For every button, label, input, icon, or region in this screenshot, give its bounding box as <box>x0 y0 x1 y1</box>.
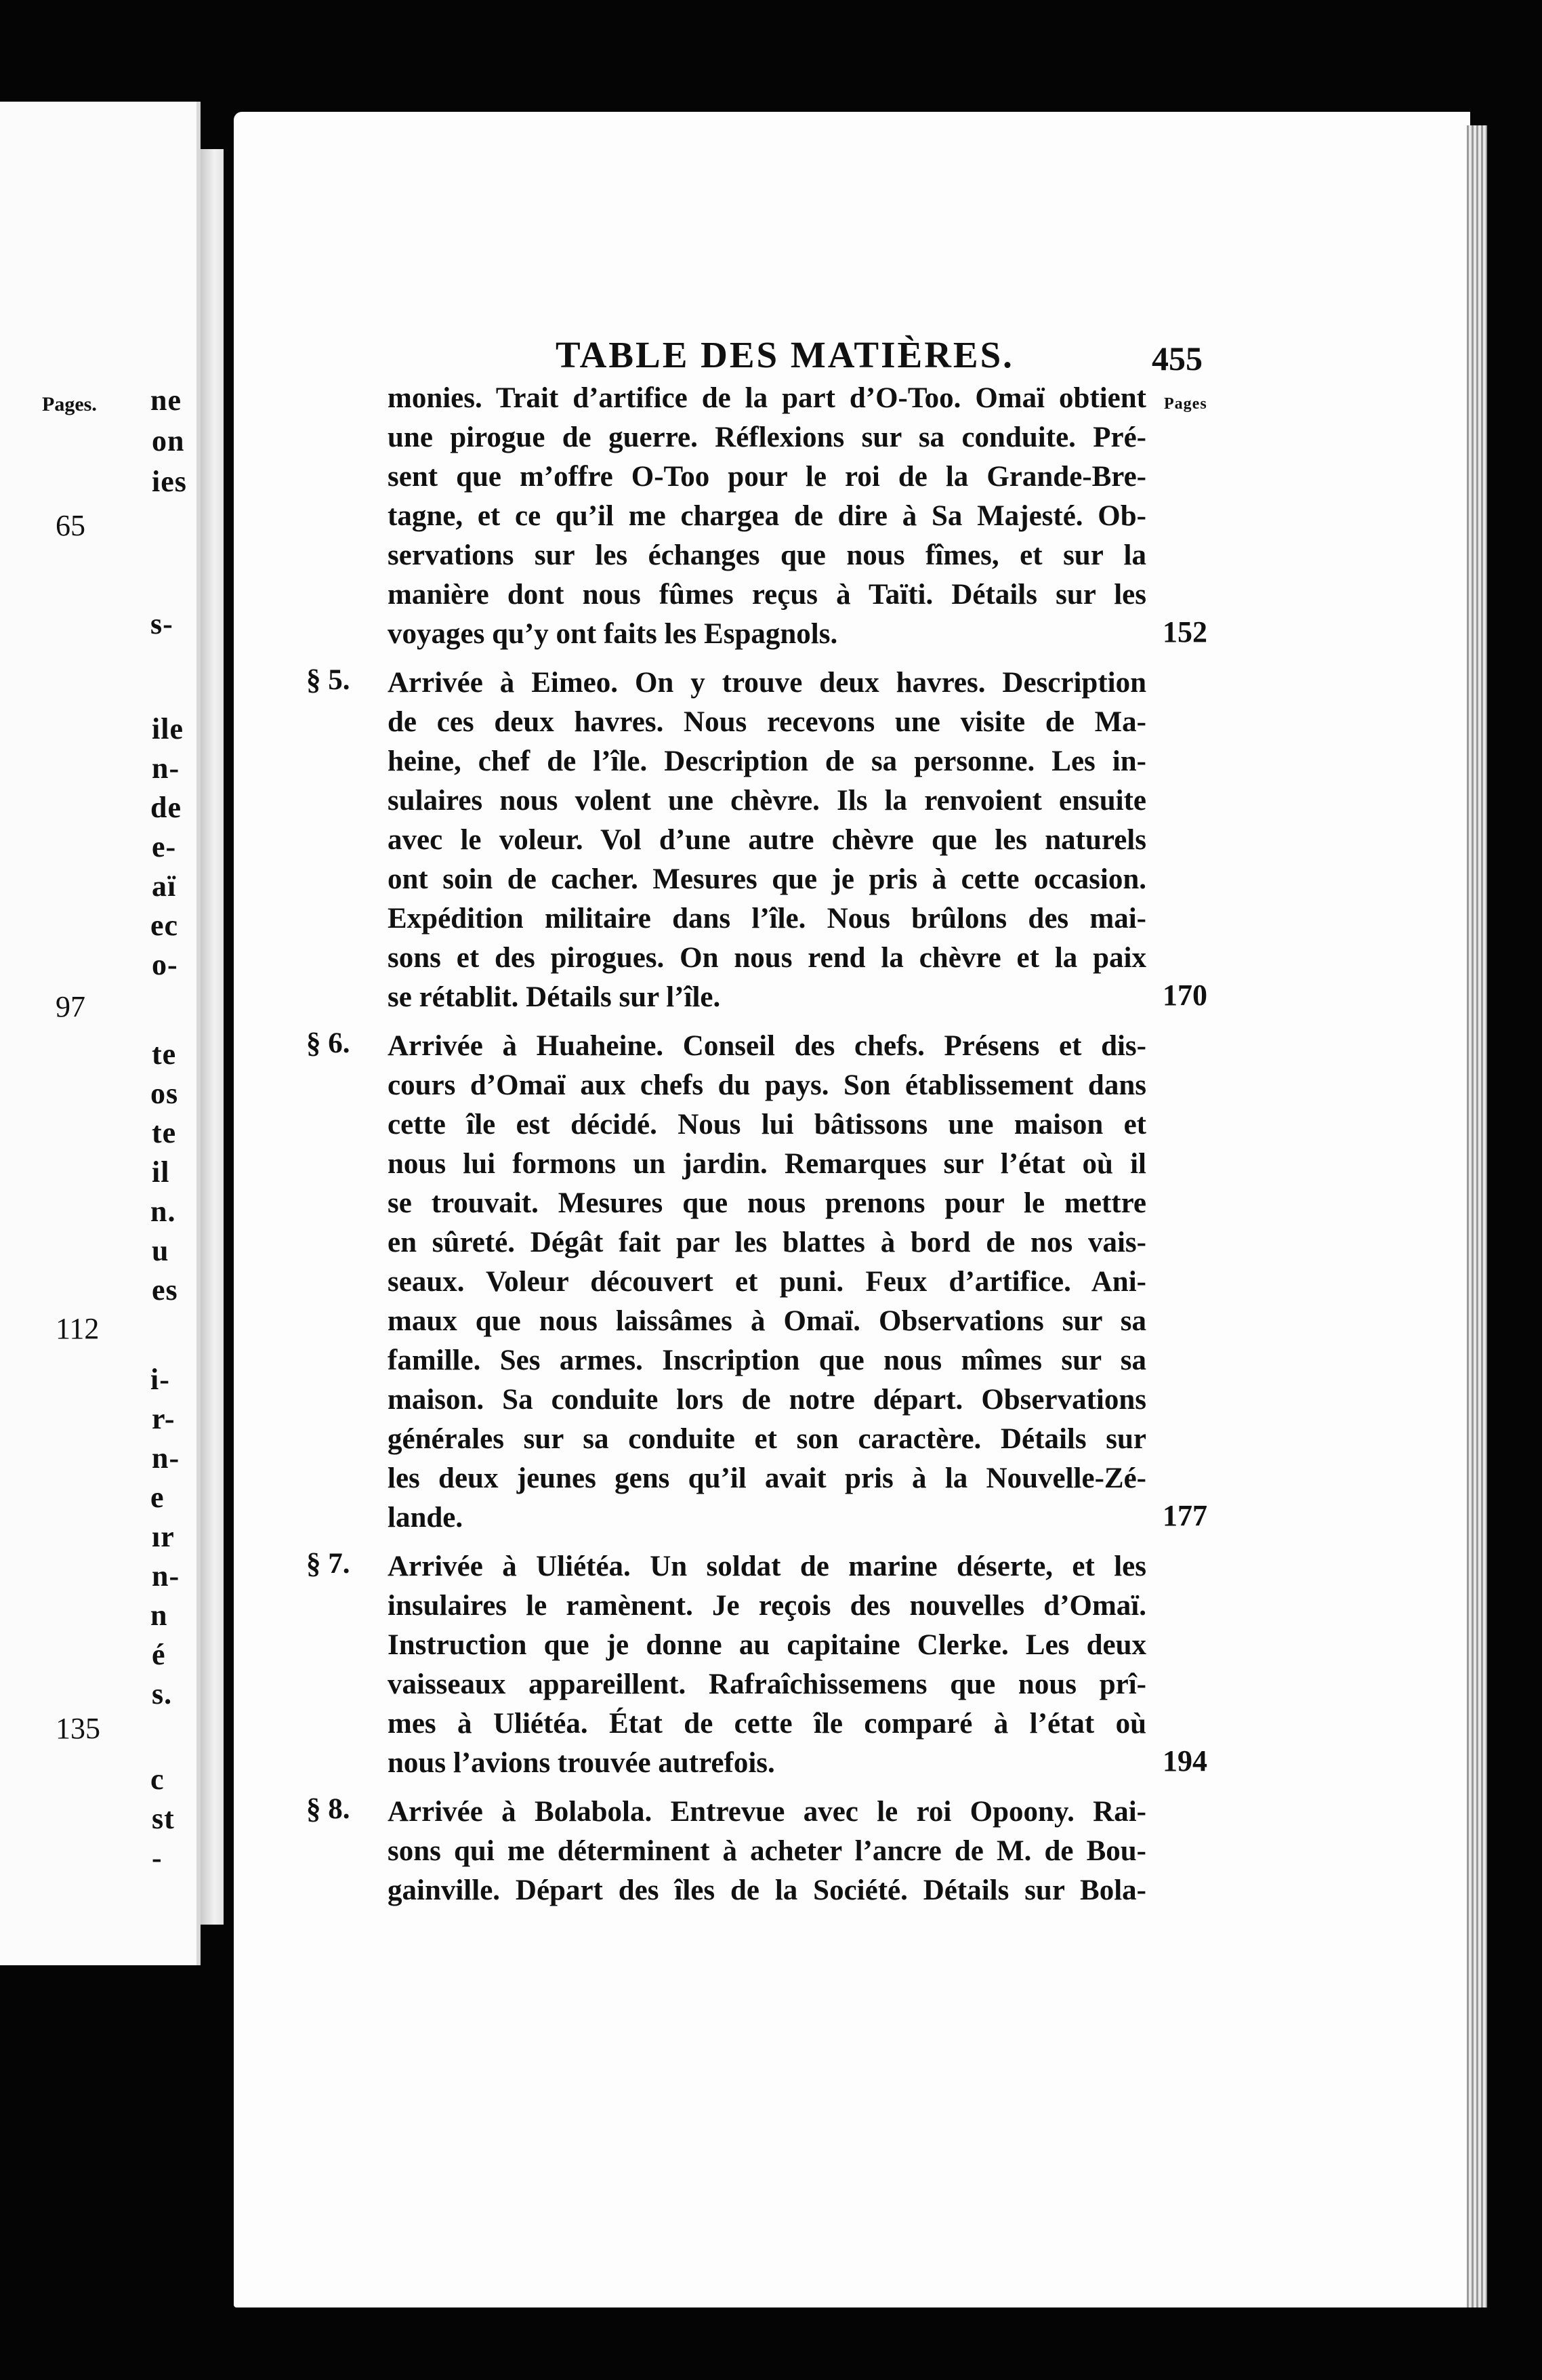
section-number: § 8. <box>306 1793 350 1825</box>
left-page-fragment: ne <box>150 384 182 417</box>
entry-line: famille. Ses armes. Inscription que nous mîmes sur sa <box>388 1345 1146 1376</box>
entry-line: avec le voleur. Vol d’une autre chèvre que les naturels <box>388 824 1146 856</box>
entry-line: monies. Trait d’artifice de la part d’O-Too. Omaï obtient <box>388 382 1146 414</box>
left-page-fragment: st <box>152 1802 175 1835</box>
entry-line: manière dont nous fûmes reçus à Taïti. Détails sur les <box>388 579 1146 611</box>
entry-line: Arrivée à Huaheine. Conseil des chefs. Présens et dis- <box>388 1030 1146 1062</box>
entry-line: Arrivée à Eimeo. On y trouve deux havres. Description <box>388 667 1146 699</box>
left-page-fragment: n <box>150 1599 168 1632</box>
left-page-fragment: c <box>150 1763 165 1796</box>
left-page-fragment: aï <box>152 869 177 903</box>
left-page-fragment: s- <box>150 607 173 640</box>
entry-line: voyages qu’y ont faits les Espagnols. <box>388 618 838 650</box>
left-page-fragment: n- <box>152 752 180 785</box>
entry-line: générales sur sa conduite et son caractère. Détails sur <box>388 1423 1146 1455</box>
left-pages-label: Pages. <box>42 393 97 415</box>
entry-line: sons et des pirogues. On nous rend la chèvre et la paix <box>388 942 1146 974</box>
section-number: § 6. <box>306 1027 350 1059</box>
left-page-fragment: de <box>150 791 182 824</box>
left-page-fragment: é <box>152 1638 166 1671</box>
left-page-fragment: on <box>152 424 185 457</box>
left-page-fragment: os <box>150 1077 179 1110</box>
left-page-fragment: ır <box>152 1520 175 1553</box>
entry-line: maux que nous laissâmes à Omaï. Observations sur sa <box>388 1305 1146 1337</box>
page-number: 455 <box>1152 340 1203 377</box>
entry-line: se rétablit. Détails sur l’île. <box>388 981 721 1013</box>
left-page-fragment: ile <box>152 712 184 745</box>
section-number: § 7. <box>306 1548 350 1580</box>
entry-line: Instruction que je donne au capitaine Clerke. Les deux <box>388 1629 1146 1661</box>
left-page-fragment: - <box>152 1841 163 1874</box>
entry-line: heine, chef de l’île. Description de sa personne. Les in- <box>388 745 1146 777</box>
entry-line: une pirogue de guerre. Réflexions sur sa conduite. Pré- <box>388 422 1146 453</box>
left-page-fragment: s. <box>152 1677 173 1710</box>
entry-line: tagne, et ce qu’il me chargea de dire à Sa Majesté. Ob- <box>388 500 1146 532</box>
left-page-fragment: es <box>152 1273 178 1307</box>
entry-line: cette île est décidé. Nous lui bâtissons une maison et <box>388 1109 1146 1141</box>
entry-line: seaux. Voleur découvert et puni. Feux d’artifice. Ani- <box>388 1266 1146 1298</box>
left-page-number: 112 <box>56 1312 100 1345</box>
left-page-fragment: e <box>150 1481 165 1514</box>
entry-line: servations sur les échanges que nous fîmes, et sur la <box>388 539 1146 571</box>
left-page-fragment: ies <box>152 465 187 498</box>
left-page-fragment: ec <box>150 909 179 942</box>
entry-line: de ces deux havres. Nous recevons une visite de Ma- <box>388 706 1146 738</box>
section-number: § 5. <box>306 664 350 696</box>
entry-line: lande. <box>388 1502 463 1534</box>
entry-line: Arrivée à Bolabola. Entrevue avec le roi Opoony. Rai- <box>388 1796 1146 1828</box>
entry-line: les deux jeunes gens qu’il avait pris à la Nouvelle-Zé- <box>388 1462 1146 1494</box>
entry-line: cours d’Omaï aux chefs du pays. Son établissement dans <box>388 1069 1146 1101</box>
entry-line: nous l’avions trouvée autrefois. <box>388 1747 775 1779</box>
pages-column-label: Pages <box>1164 395 1207 413</box>
left-page-fragment: u <box>152 1234 169 1267</box>
left-page-fragment: n- <box>152 1559 180 1593</box>
left-page-number: 65 <box>56 509 85 542</box>
left-page-fragment: te <box>152 1038 177 1071</box>
entry-line: nous lui formons un jardin. Remarques sur l’état où il <box>388 1148 1146 1180</box>
entry-line: maison. Sa conduite lors de notre départ. Observations <box>388 1384 1146 1416</box>
left-page-number: 135 <box>56 1712 100 1745</box>
entry-line: mes à Uliétéa. État de cette île comparé à l’état où <box>388 1708 1146 1740</box>
left-page-fragment: te <box>152 1116 177 1149</box>
entry-line: gainville. Départ des îles de la Société. Détails sur Bola- <box>388 1874 1146 1906</box>
left-page-fragment: i- <box>150 1363 170 1396</box>
entry-line: ont soin de cacher. Mesures que je pris à cette occasion. <box>388 863 1146 895</box>
left-page-fragment: il <box>152 1155 170 1189</box>
entry-line: sulaires nous volent une chèvre. Ils la renvoient ensuite <box>388 785 1146 817</box>
entry-page-number: 177 <box>1163 1499 1207 1532</box>
entry-line: sons qui me déterminent à acheter l’ancre de M. de Bou- <box>388 1835 1146 1867</box>
entry-line: insulaires le ramènent. Je reçois des nouvelles d’Omaï. <box>388 1590 1146 1622</box>
entry-line: en sûreté. Dégât fait par les blattes à bord de nos vais- <box>388 1227 1146 1258</box>
entry-line: se trouvait. Mesures que nous prenons pour le mettre <box>388 1187 1146 1219</box>
left-page-fragment: n. <box>150 1195 176 1228</box>
left-page-fragment: r- <box>152 1402 175 1435</box>
entry-line: Expédition militaire dans l’île. Nous brûlons des mai- <box>388 903 1146 935</box>
left-page-fragment: e- <box>152 830 177 863</box>
entry-page-number: 194 <box>1163 1744 1207 1778</box>
left-page-fragment: n- <box>152 1441 180 1475</box>
left-page-number: 97 <box>56 990 85 1023</box>
entry-page-number: 170 <box>1163 979 1207 1012</box>
entry-line: sent que m’offre O-Too pour le roi de la Grande-Bre- <box>388 461 1146 493</box>
left-page-fragment: o- <box>152 948 178 981</box>
entry-line: vaisseaux appareillent. Rafraîchissemens que nous prî- <box>388 1668 1146 1700</box>
running-title: TABLE DES MATIÈRES. <box>556 334 1014 375</box>
entry-line: Arrivée à Uliétéa. Un soldat de marine déserte, et les <box>388 1551 1146 1582</box>
entry-page-number: 152 <box>1163 615 1207 649</box>
